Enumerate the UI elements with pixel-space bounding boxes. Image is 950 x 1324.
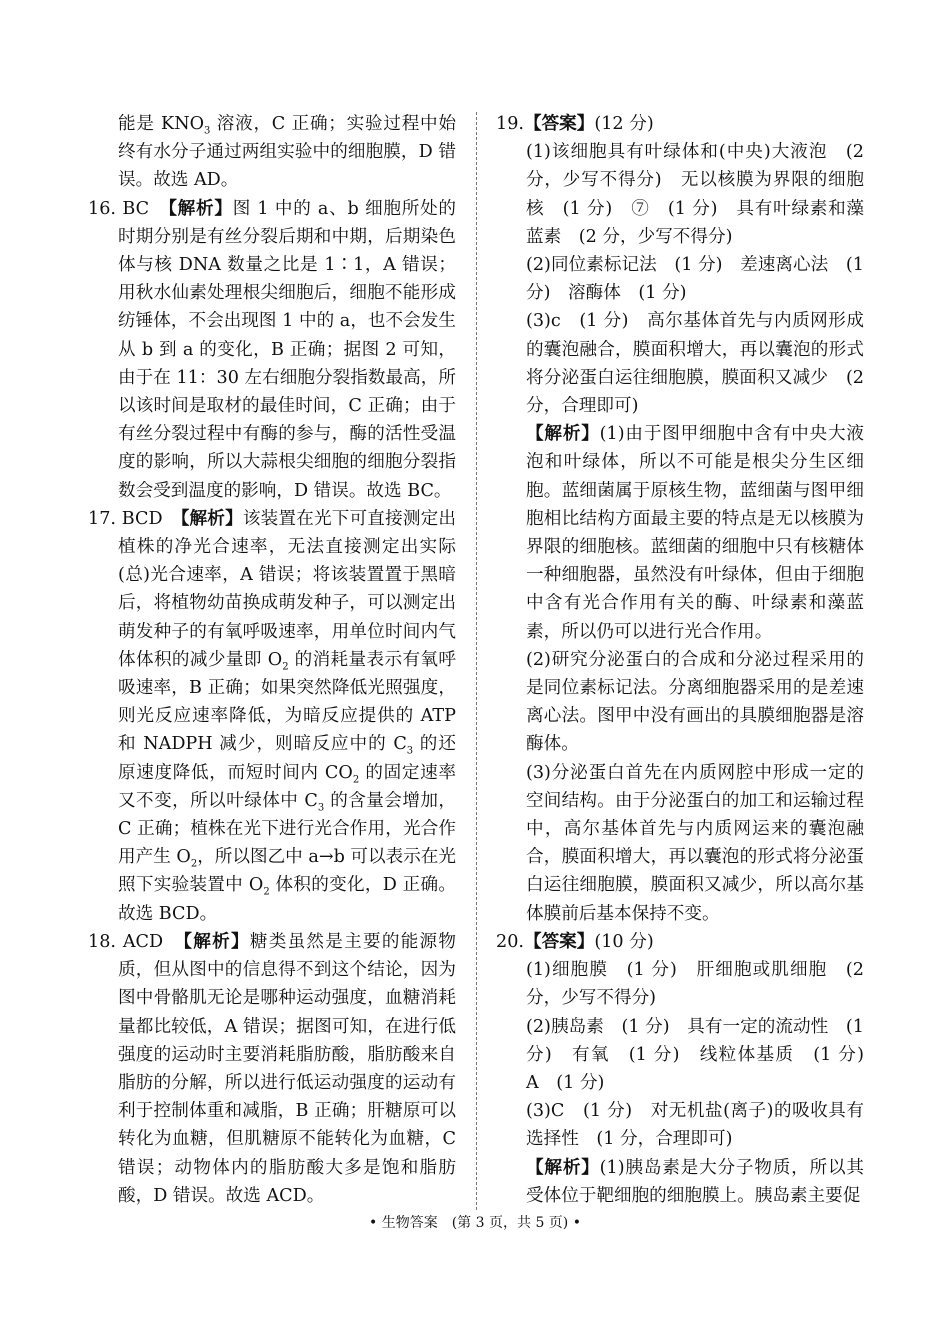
paragraph-text: 图 1 中的 a、b 细胞所处的时期分别是有丝分裂后期和中期，后期染色体与核 DNA 数量之比是 1∶1，A 错误；用秋水仙素处理根尖细胞后，细胞不能形成纺锤体，不会出现图 1 中的 a，也不会发生从 b 到 a 的变化，B 正确；据图 2 可知，由于在 11：30 左右细胞分裂指数最高，所以该时间是取材的最佳时间，C 正确；由于有丝分裂过程中有酶的参与，酶的活性受温度的影响，所以大蒜根尖细胞的细胞分裂指数会受到温度的影响，D 错误。故选 BC。 <box>118 198 457 501</box>
column-divider <box>476 112 477 1210</box>
paragraph-text: (1)胰岛素是大分子物质，所以其受体位于靶细胞的细胞膜上。胰岛素主要促 <box>526 1157 864 1206</box>
left-paragraph <box>88 110 456 195</box>
left-paragraph <box>88 928 456 1210</box>
right-paragraph <box>496 251 864 307</box>
right-paragraph <box>496 1097 864 1153</box>
right-paragraph <box>496 759 864 928</box>
paragraph-text: 该装置在光下可直接测定出植株的净光合速率，无法直接测定出实际(总)光合速率，A 错误；将该装置置于黑暗后，将植物幼苗换成萌发种子，可以测定出萌发种子的有氧呼吸速率，用单位时间内气体体积的减少量即 O <box>118 508 456 670</box>
subscript: 3 <box>204 125 211 137</box>
paragraph-text: 溶液，C 正确；实验过程中始终有水分子通过两组实验中的细胞膜，D 错误。故选 AD。 <box>118 114 456 191</box>
paragraph-text: 20. <box>496 931 524 952</box>
section-marker: 【解析】 <box>183 930 250 952</box>
paragraph-text: (3)分泌蛋白首先在内质网腔中形成一定的空间结构。由于分泌蛋白的加工和运输过程中，高尔基体首先与内质网运来的囊泡融合，膜面积增大，再以囊泡的形式将分泌蛋白运往细胞膜，膜面积又减少，所以高尔基体膜前后基本保持不变。 <box>526 762 864 924</box>
left-paragraph <box>88 505 456 928</box>
section-marker: 【解析】 <box>180 507 243 529</box>
right-paragraph <box>496 138 864 251</box>
paragraph-text: (1)该细胞具有叶绿体和(中央)大液泡 (2 分，少写不得分) 无以核膜为界限的细胞核 (1 分) ⑦ (1 分) 具有叶绿素和藻蓝素 (2 分，少写不得分) <box>526 142 864 247</box>
paragraph-text: 16. BC <box>88 198 169 219</box>
left-paragraph <box>88 195 456 505</box>
section-marker: 【解析】 <box>168 197 233 219</box>
paragraph-text: 的消耗量表示有氧呼吸速率，B 正确；如果突然降低光照强度，则光反应速率降低，为暗反应提供的 ATP 和 NADPH 减少，则暗反应中的 C <box>118 649 456 755</box>
paragraph-text: 18. ACD <box>88 931 184 952</box>
right-paragraph <box>496 956 864 1012</box>
paragraph-text: 体积的变化，D 正确。故选 BCD。 <box>118 875 456 924</box>
right-column <box>496 110 882 1210</box>
page-footer: • 生物答案 (第 3 页，共 5 页) • <box>369 1215 581 1231</box>
right-paragraph <box>496 928 864 956</box>
paragraph-text: (10 分) <box>594 931 654 952</box>
paragraph-text: ，所以图乙中 a→b 可以表示在光照下实验装置中 O <box>118 847 456 896</box>
paragraph-text: (3)c (1 分) 高尔基体首先与内质网形成的囊泡融合，膜面积增大，再以囊泡的形式将分泌蛋白运往细胞膜，膜面积又减少 (2 分，合理即可) <box>526 311 864 417</box>
section-marker: 【解析】 <box>526 423 600 445</box>
section-marker: 【答案】 <box>523 930 595 952</box>
right-paragraph <box>496 110 864 138</box>
subscript: 2 <box>263 887 270 898</box>
paragraph-text: (2)同位素标记法 (1 分) 差速离心法 (1 分) 溶酶体 (1 分) <box>526 255 864 304</box>
paragraph-text: (2)胰岛素 (1 分) 具有一定的流动性 (1 分) 有氧 (1 分) 线粒体基质 (1 分) A (1 分) <box>526 1016 882 1093</box>
right-paragraph <box>496 646 864 759</box>
paragraph-text: (1)由于图甲细胞中含有中央大液泡和叶绿体，所以不可能是根尖分生区细胞。蓝细菌属于原核生物，蓝细菌与图甲细胞相比结构方面最主要的特点是无以核膜为界限的细胞核。蓝细菌的细胞中只有核糖体一种细胞器，虽然没有叶绿体，但由于细胞中含有光合作用有关的酶、叶绿素和藻蓝素，所以仍可以进行光合作用。 <box>526 424 864 642</box>
subscript: 2 <box>190 858 198 870</box>
right-paragraph <box>496 1013 882 1098</box>
right-paragraph <box>496 307 864 420</box>
left-column <box>88 110 456 1210</box>
subscript: 3 <box>406 745 414 757</box>
paragraph-text: 的固定速率又不变，所以叶绿体中 C <box>118 762 456 811</box>
paragraph-text: (12 分) <box>594 114 654 134</box>
section-marker: 【答案】 <box>523 113 595 134</box>
paragraph-text: 19. <box>496 114 524 134</box>
paragraph-text: 的含量会增加，C 正确；植株在光下进行光合作用，光合作用产生 O <box>118 790 456 868</box>
paragraph-text: (1)细胞膜 (1 分) 肝细胞或肌细胞 (2 分，少写不得分) <box>526 960 864 1009</box>
paragraph-text: (2)研究分泌蛋白的合成和分泌过程采用的是同位素标记法。分离细胞器采用的是差速离心法。图甲中没有画出的具膜细胞器是溶酶体。 <box>526 649 864 755</box>
paragraph-text: (3)C (1 分) 对无机盐(离子)的吸收具有选择性 (1 分，合理即可) <box>526 1101 864 1150</box>
subscript: 3 <box>317 802 325 814</box>
paragraph-text: 的还原速度降低，而短时间内 CO <box>118 734 456 783</box>
paragraph-text: 能是 KNO <box>118 114 205 134</box>
right-paragraph <box>496 420 864 646</box>
section-marker: 【解析】 <box>526 1156 600 1178</box>
paragraph-text: 糖类虽然是主要的能源物质，但从图中的信息得不到这个结论，因为图中骨骼肌无论是哪种运动强度，血糖消耗量都比较低，A 错误；据图可知，在进行低强度的运动时主要消耗脂肪酸，脂肪酸来自脂肪的分解，所以进行低运动强度的运动有利于控制体重和减脂，B 正确；肝糖原可以转化为血糖，但肌糖原不能转化为血糖，C 错误；动物体内的脂肪酸大多是饱和脂肪酸，D 错误。故选 ACD。 <box>118 931 456 1206</box>
paragraph-text: 17. BCD <box>88 508 181 529</box>
subscript: 2 <box>352 774 360 786</box>
right-paragraph <box>496 1154 864 1210</box>
subscript: 2 <box>282 661 289 673</box>
